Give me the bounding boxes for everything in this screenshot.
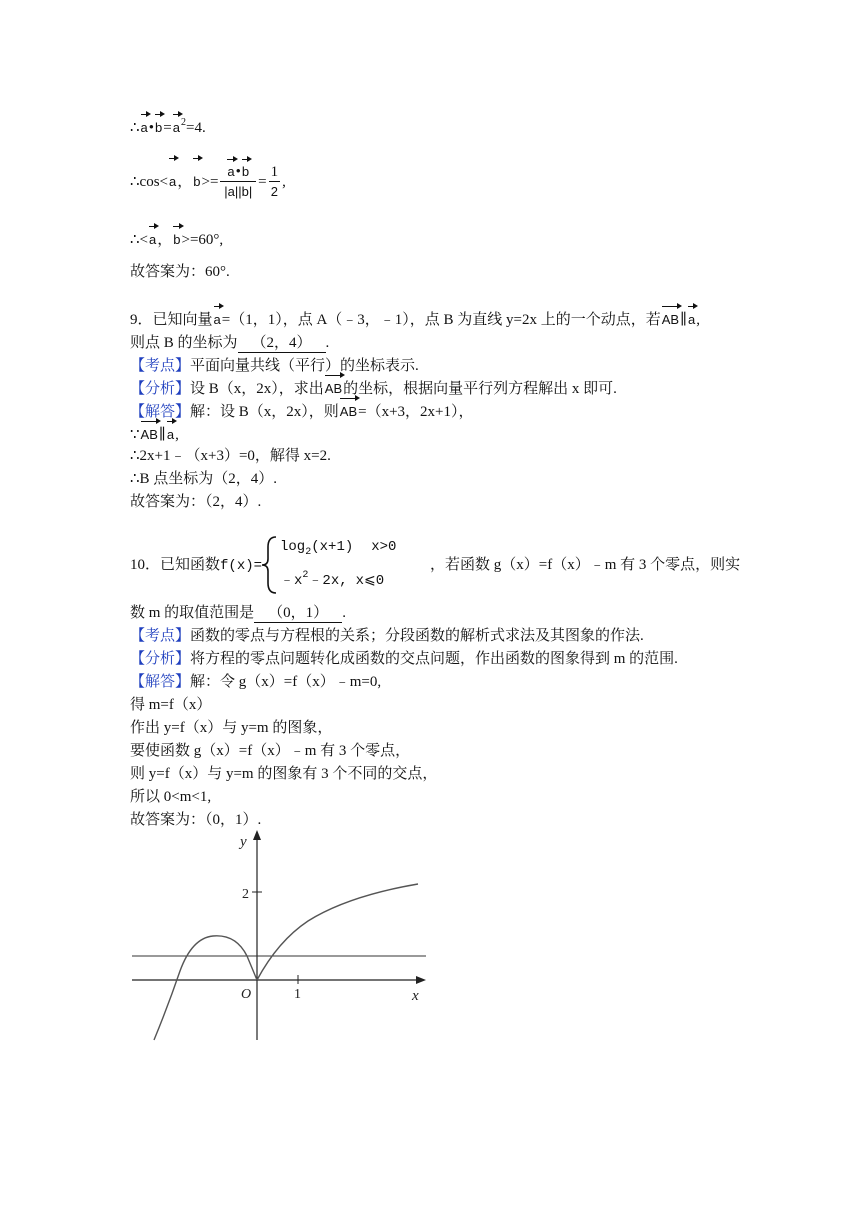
- vector-a: a: [213, 310, 222, 330]
- q9-step2: ∴2x+1﹣（x+3）=0，解得 x=2.: [130, 448, 331, 464]
- q10-step2: 作出 y=f（x）与 y=m 的图象，: [130, 720, 333, 736]
- vector-a: a: [148, 230, 157, 250]
- q9-kaodian: 【考点】平面向量共线（平行）的坐标表示.: [130, 358, 419, 374]
- cos-fraction: $\frac{a•b}{|a||b|}$: [220, 163, 256, 202]
- x-axis-label: x: [412, 988, 419, 1004]
- q9-jieda: 【解答】解：设 B（x，2x），则AB=（x+3，2x+1），: [130, 404, 474, 420]
- half-fraction: $\frac{1}{2}$: [270, 164, 279, 200]
- origin-label: O: [241, 987, 252, 1002]
- q9-step3: ∴B 点坐标为（2，4）.: [130, 471, 278, 487]
- x-axis-arrow-icon: [416, 976, 426, 984]
- q9-answer-blank: （2，4）: [238, 334, 326, 353]
- q10-kaodian: 【考点】函数的零点与方程根的关系；分段函数的解析式求法及其图象的作法.: [130, 628, 644, 644]
- q9-step1: ∵AB∥a,: [130, 427, 179, 443]
- q9-fenxi: 【分析】设 B（x，2x），求出AB的坐标，根据向量平行列方程解出 x 即可.: [130, 381, 617, 397]
- vector-b: b: [172, 230, 181, 250]
- vector-ab: AB: [339, 402, 358, 422]
- vector-b: b: [192, 162, 201, 202]
- vector-ab: AB: [140, 425, 159, 445]
- sol8-line3: ∴<a，b>=60°,: [130, 232, 224, 248]
- vector-ab: AB: [324, 379, 343, 399]
- function-label: f(x)=: [220, 558, 263, 574]
- vector-a: a: [166, 425, 175, 445]
- kaodian-tag: 【考点】: [130, 628, 191, 644]
- sol8-line1: $\therefore a•b=a^2=4$.: [130, 117, 206, 136]
- sol8-answer: 故答案为：60°.: [130, 264, 230, 280]
- jieda-tag: 【解答】: [130, 404, 191, 420]
- q10-answer-blank: （0，1）: [254, 604, 342, 623]
- x-tick-label: 1: [294, 987, 301, 1002]
- function-graph: [128, 826, 428, 1046]
- fenxi-tag: 【分析】: [130, 381, 191, 397]
- q10-step6: 故答案为：（0，1）.: [130, 812, 262, 828]
- q9-stem-line1: 9．已知向量a=（1，1），点 A（﹣3，﹣1），点 B 为直线 y=2x 上的一个动点，若AB∥a,: [130, 312, 701, 328]
- fenxi-tag: 【分析】: [130, 651, 191, 667]
- kaodian-tag: 【考点】: [130, 358, 191, 374]
- piece-2: $﹣x^2﹣2x$, x⩽0: [280, 570, 385, 589]
- vector-a: a: [168, 162, 177, 202]
- q10-step5: 所以 0<m<1,: [130, 789, 212, 805]
- vector-ab: AB: [661, 310, 680, 330]
- curve-right-piece: [257, 884, 418, 980]
- q10-stem-line1-tail: ，若函数 g（x）=f（x）﹣m 有 3 个零点，则实: [430, 557, 741, 573]
- vector-a: a: [140, 118, 149, 138]
- q9-step4: 故答案为：（2，4）.: [130, 494, 262, 510]
- q10-fenxi: 【分析】将方程的零点问题转化成函数的交点问题，作出函数的图象得到 m 的范围.: [130, 651, 678, 667]
- jieda-tag: 【解答】: [130, 674, 191, 690]
- piece-1: $\log_2(x+1)$ x>0: [280, 539, 397, 558]
- y-axis-label: y: [240, 834, 247, 850]
- q10-step1: 得 m=f（x）: [130, 697, 212, 713]
- y-axis-arrow-icon: [253, 830, 261, 840]
- sol8-line2: ∴cos<a，b>= $\frac{a•b}{|a||b|}$ = $\frac{1}{2}$ ,: [130, 162, 286, 202]
- q10-jieda: 【解答】解：令 g（x）=f（x）﹣m=0,: [130, 674, 382, 690]
- q10-step4: 则 y=f（x）与 y=m 的图象有 3 个不同的交点，: [130, 766, 438, 782]
- q10-stem-line2: 数 m 的取值范围是 （0，1） .: [130, 605, 346, 621]
- q9-stem-line2: 则点 B 的坐标为 （2，4） .: [130, 335, 330, 351]
- vector-b: b: [154, 118, 163, 138]
- q10-stem-line1: 10．已知函数f(x)=: [130, 557, 263, 574]
- q10-step3: 要使函数 g（x）=f（x）﹣m 有 3 个零点，: [130, 743, 411, 759]
- vector-a: a: [687, 310, 696, 330]
- vector-a: a: [172, 118, 181, 138]
- y-tick-label: 2: [242, 887, 249, 902]
